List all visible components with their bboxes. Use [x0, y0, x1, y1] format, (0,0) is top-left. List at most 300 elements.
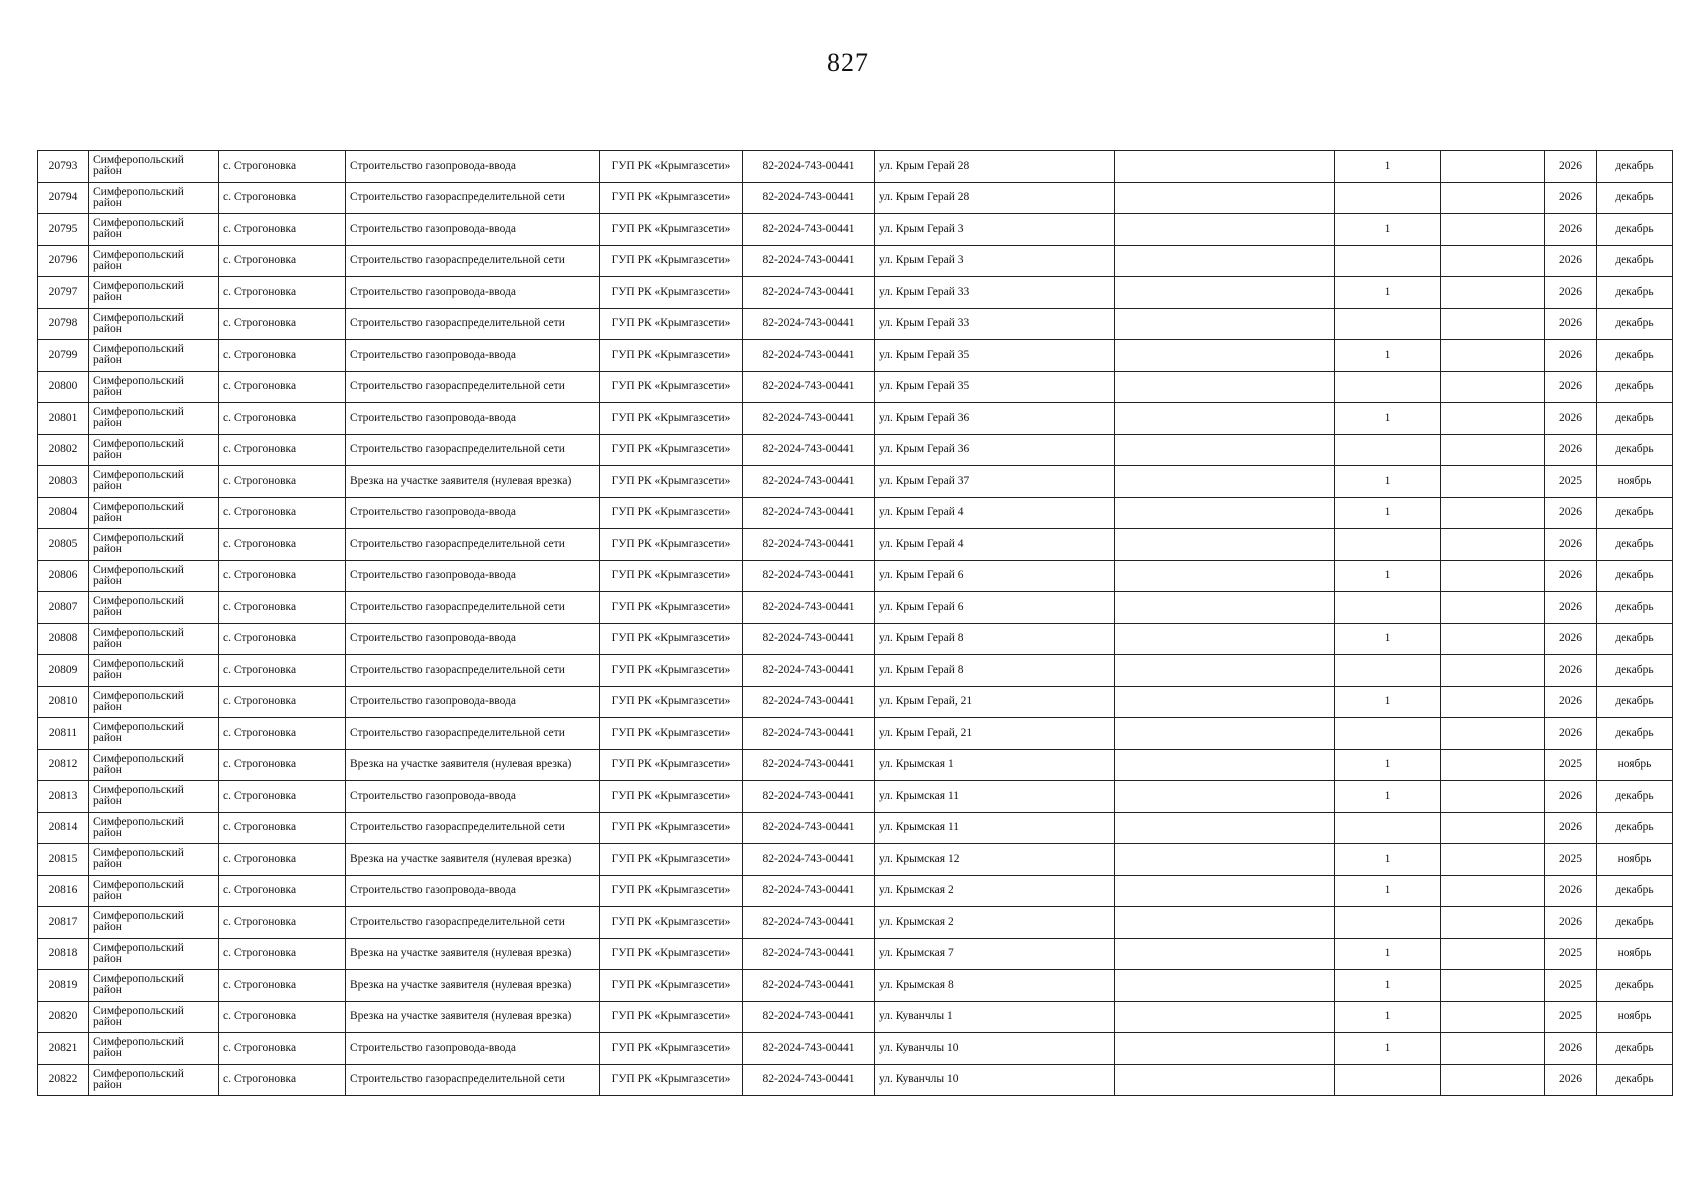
empty-cell	[1441, 1001, 1545, 1033]
empty-cell	[1115, 749, 1335, 781]
district-cell: Симферопольский район	[89, 466, 219, 498]
work-type-cell: Врезка на участке заявителя (нулевая врезка)	[346, 466, 600, 498]
row-number: 20809	[38, 655, 89, 687]
contract-number-cell: 82-2024-743-00441	[743, 151, 875, 183]
row-number: 20812	[38, 749, 89, 781]
month-cell: декабрь	[1597, 214, 1673, 246]
empty-cell	[1115, 1064, 1335, 1096]
contract-number-cell: 82-2024-743-00441	[743, 308, 875, 340]
district-cell: Симферопольский район	[89, 686, 219, 718]
work-type-cell: Врезка на участке заявителя (нулевая врезка)	[346, 1001, 600, 1033]
empty-cell	[1441, 1064, 1545, 1096]
address-cell: ул. Крымская 1	[875, 749, 1115, 781]
month-cell: декабрь	[1597, 434, 1673, 466]
address-cell: ул. Куванчлы 10	[875, 1064, 1115, 1096]
year-cell: 2026	[1545, 623, 1597, 655]
address-cell: ул. Крым Герай 4	[875, 497, 1115, 529]
empty-cell	[1441, 655, 1545, 687]
row-number: 20795	[38, 214, 89, 246]
year-cell: 2026	[1545, 277, 1597, 309]
district-cell: Симферопольский район	[89, 1033, 219, 1065]
year-cell: 2026	[1545, 214, 1597, 246]
row-number: 20803	[38, 466, 89, 498]
year-cell: 2026	[1545, 497, 1597, 529]
empty-cell	[1441, 434, 1545, 466]
row-number: 20819	[38, 970, 89, 1002]
quantity-cell	[1335, 434, 1441, 466]
locality-cell: с. Строгоновка	[219, 560, 346, 592]
address-cell: ул. Крымская 2	[875, 875, 1115, 907]
table-row	[38, 970, 1673, 1002]
address-cell: ул. Крым Герай, 21	[875, 686, 1115, 718]
table-row	[38, 182, 1673, 214]
empty-cell	[1115, 434, 1335, 466]
work-type-cell: Строительство газораспределительной сети	[346, 182, 600, 214]
row-number: 20814	[38, 812, 89, 844]
row-number: 20800	[38, 371, 89, 403]
district-cell: Симферопольский район	[89, 371, 219, 403]
work-type-cell: Строительство газораспределительной сети	[346, 812, 600, 844]
empty-cell	[1441, 749, 1545, 781]
empty-cell	[1441, 277, 1545, 309]
empty-cell	[1115, 655, 1335, 687]
month-cell: декабрь	[1597, 529, 1673, 561]
organization-cell: ГУП РК «Крымгазсети»	[600, 812, 743, 844]
contract-number-cell: 82-2024-743-00441	[743, 182, 875, 214]
quantity-cell	[1335, 182, 1441, 214]
work-type-cell: Строительство газораспределительной сети	[346, 529, 600, 561]
empty-cell	[1115, 245, 1335, 277]
month-cell: декабрь	[1597, 781, 1673, 813]
table-row	[38, 844, 1673, 876]
district-cell: Симферопольский район	[89, 592, 219, 624]
empty-cell	[1115, 182, 1335, 214]
table-row	[38, 151, 1673, 183]
quantity-cell	[1335, 907, 1441, 939]
empty-cell	[1441, 560, 1545, 592]
locality-cell: с. Строгоновка	[219, 592, 346, 624]
district-cell: Симферопольский район	[89, 245, 219, 277]
address-cell: ул. Крым Герай 28	[875, 182, 1115, 214]
month-cell: декабрь	[1597, 592, 1673, 624]
page-number: 827	[827, 48, 869, 77]
year-cell: 2026	[1545, 340, 1597, 372]
registry-table	[37, 150, 1673, 1096]
month-cell: декабрь	[1597, 151, 1673, 183]
month-cell: декабрь	[1597, 277, 1673, 309]
table-row	[38, 623, 1673, 655]
row-number: 20796	[38, 245, 89, 277]
year-cell: 2026	[1545, 907, 1597, 939]
work-type-cell: Строительство газопровода-ввода	[346, 1033, 600, 1065]
locality-cell: с. Строгоновка	[219, 466, 346, 498]
organization-cell: ГУП РК «Крымгазсети»	[600, 1033, 743, 1065]
address-cell: ул. Крым Герай 28	[875, 151, 1115, 183]
work-type-cell: Строительство газораспределительной сети	[346, 655, 600, 687]
empty-cell	[1441, 623, 1545, 655]
work-type-cell: Врезка на участке заявителя (нулевая врезка)	[346, 938, 600, 970]
address-cell: ул. Крым Герай 33	[875, 277, 1115, 309]
locality-cell: с. Строгоновка	[219, 1064, 346, 1096]
empty-cell	[1441, 970, 1545, 1002]
quantity-cell: 1	[1335, 749, 1441, 781]
quantity-cell	[1335, 529, 1441, 561]
locality-cell: с. Строгоновка	[219, 529, 346, 561]
year-cell: 2026	[1545, 1064, 1597, 1096]
organization-cell: ГУП РК «Крымгазсети»	[600, 277, 743, 309]
district-cell: Симферопольский район	[89, 151, 219, 183]
contract-number-cell: 82-2024-743-00441	[743, 371, 875, 403]
organization-cell: ГУП РК «Крымгазсети»	[600, 1001, 743, 1033]
organization-cell: ГУП РК «Крымгазсети»	[600, 245, 743, 277]
empty-cell	[1115, 875, 1335, 907]
organization-cell: ГУП РК «Крымгазсети»	[600, 529, 743, 561]
organization-cell: ГУП РК «Крымгазсети»	[600, 592, 743, 624]
empty-cell	[1115, 623, 1335, 655]
contract-number-cell: 82-2024-743-00441	[743, 686, 875, 718]
organization-cell: ГУП РК «Крымгазсети»	[600, 970, 743, 1002]
address-cell: ул. Крым Герай 3	[875, 245, 1115, 277]
quantity-cell	[1335, 1064, 1441, 1096]
quantity-cell: 1	[1335, 938, 1441, 970]
empty-cell	[1441, 812, 1545, 844]
empty-cell	[1115, 686, 1335, 718]
row-number: 20820	[38, 1001, 89, 1033]
quantity-cell: 1	[1335, 560, 1441, 592]
quantity-cell: 1	[1335, 1001, 1441, 1033]
organization-cell: ГУП РК «Крымгазсети»	[600, 308, 743, 340]
year-cell: 2025	[1545, 749, 1597, 781]
table-row	[38, 655, 1673, 687]
organization-cell: ГУП РК «Крымгазсети»	[600, 749, 743, 781]
district-cell: Симферопольский район	[89, 529, 219, 561]
table-row	[38, 403, 1673, 435]
row-number: 20821	[38, 1033, 89, 1065]
quantity-cell: 1	[1335, 214, 1441, 246]
organization-cell: ГУП РК «Крымгазсети»	[600, 623, 743, 655]
district-cell: Симферопольский район	[89, 718, 219, 750]
empty-cell	[1441, 497, 1545, 529]
address-cell: ул. Крымская 8	[875, 970, 1115, 1002]
district-cell: Симферопольский район	[89, 938, 219, 970]
empty-cell	[1441, 308, 1545, 340]
work-type-cell: Строительство газораспределительной сети	[346, 907, 600, 939]
district-cell: Симферопольский район	[89, 560, 219, 592]
table-row	[38, 686, 1673, 718]
month-cell: декабрь	[1597, 1064, 1673, 1096]
district-cell: Симферопольский район	[89, 812, 219, 844]
district-cell: Симферопольский район	[89, 1064, 219, 1096]
empty-cell	[1441, 214, 1545, 246]
district-cell: Симферопольский район	[89, 497, 219, 529]
month-cell: декабрь	[1597, 403, 1673, 435]
table-row	[38, 875, 1673, 907]
contract-number-cell: 82-2024-743-00441	[743, 1064, 875, 1096]
year-cell: 2026	[1545, 781, 1597, 813]
quantity-cell: 1	[1335, 844, 1441, 876]
organization-cell: ГУП РК «Крымгазсети»	[600, 340, 743, 372]
year-cell: 2026	[1545, 308, 1597, 340]
table-row	[38, 592, 1673, 624]
organization-cell: ГУП РК «Крымгазсети»	[600, 844, 743, 876]
empty-cell	[1441, 340, 1545, 372]
locality-cell: с. Строгоновка	[219, 340, 346, 372]
locality-cell: с. Строгоновка	[219, 497, 346, 529]
registry-rows	[38, 151, 1673, 1096]
contract-number-cell: 82-2024-743-00441	[743, 1001, 875, 1033]
organization-cell: ГУП РК «Крымгазсети»	[600, 560, 743, 592]
row-number: 20813	[38, 781, 89, 813]
empty-cell	[1115, 1033, 1335, 1065]
address-cell: ул. Крым Герай 3	[875, 214, 1115, 246]
table-row	[38, 718, 1673, 750]
quantity-cell: 1	[1335, 497, 1441, 529]
district-cell: Симферопольский район	[89, 340, 219, 372]
locality-cell: с. Строгоновка	[219, 938, 346, 970]
empty-cell	[1441, 151, 1545, 183]
work-type-cell: Строительство газораспределительной сети	[346, 245, 600, 277]
contract-number-cell: 82-2024-743-00441	[743, 214, 875, 246]
month-cell: декабрь	[1597, 560, 1673, 592]
table-row	[38, 1001, 1673, 1033]
quantity-cell: 1	[1335, 403, 1441, 435]
row-number: 20822	[38, 1064, 89, 1096]
month-cell: декабрь	[1597, 812, 1673, 844]
contract-number-cell: 82-2024-743-00441	[743, 718, 875, 750]
organization-cell: ГУП РК «Крымгазсети»	[600, 781, 743, 813]
organization-cell: ГУП РК «Крымгазсети»	[600, 497, 743, 529]
empty-cell	[1441, 245, 1545, 277]
work-type-cell: Врезка на участке заявителя (нулевая врезка)	[346, 970, 600, 1002]
contract-number-cell: 82-2024-743-00441	[743, 655, 875, 687]
district-cell: Симферопольский район	[89, 182, 219, 214]
address-cell: ул. Крым Герай 6	[875, 560, 1115, 592]
quantity-cell: 1	[1335, 623, 1441, 655]
table-row	[38, 781, 1673, 813]
quantity-cell	[1335, 812, 1441, 844]
locality-cell: с. Строгоновка	[219, 812, 346, 844]
locality-cell: с. Строгоновка	[219, 1033, 346, 1065]
empty-cell	[1115, 781, 1335, 813]
district-cell: Симферопольский район	[89, 434, 219, 466]
table-row	[38, 466, 1673, 498]
contract-number-cell: 82-2024-743-00441	[743, 1033, 875, 1065]
address-cell: ул. Крым Герай 37	[875, 466, 1115, 498]
address-cell: ул. Крым Герай 35	[875, 340, 1115, 372]
quantity-cell: 1	[1335, 970, 1441, 1002]
work-type-cell: Строительство газораспределительной сети	[346, 434, 600, 466]
table-row	[38, 938, 1673, 970]
table-row	[38, 529, 1673, 561]
address-cell: ул. Крым Герай 4	[875, 529, 1115, 561]
year-cell: 2026	[1545, 592, 1597, 624]
table-row	[38, 245, 1673, 277]
district-cell: Симферопольский район	[89, 749, 219, 781]
month-cell: декабрь	[1597, 1033, 1673, 1065]
locality-cell: с. Строгоновка	[219, 403, 346, 435]
contract-number-cell: 82-2024-743-00441	[743, 875, 875, 907]
quantity-cell: 1	[1335, 277, 1441, 309]
table-row	[38, 371, 1673, 403]
empty-cell	[1115, 844, 1335, 876]
empty-cell	[1115, 340, 1335, 372]
locality-cell: с. Строгоновка	[219, 844, 346, 876]
quantity-cell: 1	[1335, 875, 1441, 907]
work-type-cell: Строительство газопровода-ввода	[346, 497, 600, 529]
year-cell: 2026	[1545, 560, 1597, 592]
empty-cell	[1441, 938, 1545, 970]
quantity-cell: 1	[1335, 686, 1441, 718]
empty-cell	[1115, 812, 1335, 844]
row-number: 20797	[38, 277, 89, 309]
work-type-cell: Врезка на участке заявителя (нулевая врезка)	[346, 844, 600, 876]
organization-cell: ГУП РК «Крымгазсети»	[600, 686, 743, 718]
year-cell: 2025	[1545, 1001, 1597, 1033]
empty-cell	[1115, 1001, 1335, 1033]
empty-cell	[1115, 592, 1335, 624]
organization-cell: ГУП РК «Крымгазсети»	[600, 182, 743, 214]
quantity-cell	[1335, 245, 1441, 277]
work-type-cell: Строительство газопровода-ввода	[346, 623, 600, 655]
quantity-cell: 1	[1335, 1033, 1441, 1065]
district-cell: Симферопольский район	[89, 655, 219, 687]
table-row	[38, 907, 1673, 939]
district-cell: Симферопольский район	[89, 907, 219, 939]
organization-cell: ГУП РК «Крымгазсети»	[600, 214, 743, 246]
locality-cell: с. Строгоновка	[219, 875, 346, 907]
work-type-cell: Строительство газораспределительной сети	[346, 1064, 600, 1096]
locality-cell: с. Строгоновка	[219, 277, 346, 309]
table-row	[38, 1064, 1673, 1096]
row-number: 20817	[38, 907, 89, 939]
empty-cell	[1441, 718, 1545, 750]
organization-cell: ГУП РК «Крымгазсети»	[600, 371, 743, 403]
year-cell: 2026	[1545, 875, 1597, 907]
address-cell: ул. Крымская 11	[875, 812, 1115, 844]
row-number: 20808	[38, 623, 89, 655]
month-cell: декабрь	[1597, 245, 1673, 277]
empty-cell	[1441, 592, 1545, 624]
empty-cell	[1441, 907, 1545, 939]
work-type-cell: Строительство газопровода-ввода	[346, 277, 600, 309]
month-cell: декабрь	[1597, 623, 1673, 655]
contract-number-cell: 82-2024-743-00441	[743, 466, 875, 498]
row-number: 20802	[38, 434, 89, 466]
empty-cell	[1115, 214, 1335, 246]
empty-cell	[1115, 308, 1335, 340]
year-cell: 2026	[1545, 529, 1597, 561]
contract-number-cell: 82-2024-743-00441	[743, 245, 875, 277]
locality-cell: с. Строгоновка	[219, 1001, 346, 1033]
locality-cell: с. Строгоновка	[219, 434, 346, 466]
contract-number-cell: 82-2024-743-00441	[743, 970, 875, 1002]
row-number: 20818	[38, 938, 89, 970]
empty-cell	[1115, 403, 1335, 435]
address-cell: ул. Крым Герай 35	[875, 371, 1115, 403]
empty-cell	[1115, 371, 1335, 403]
locality-cell: с. Строгоновка	[219, 371, 346, 403]
table-row	[38, 434, 1673, 466]
month-cell: декабрь	[1597, 655, 1673, 687]
empty-cell	[1115, 151, 1335, 183]
locality-cell: с. Строгоновка	[219, 151, 346, 183]
contract-number-cell: 82-2024-743-00441	[743, 434, 875, 466]
row-number: 20815	[38, 844, 89, 876]
year-cell: 2026	[1545, 718, 1597, 750]
row-number: 20793	[38, 151, 89, 183]
contract-number-cell: 82-2024-743-00441	[743, 529, 875, 561]
organization-cell: ГУП РК «Крымгазсети»	[600, 434, 743, 466]
row-number: 20801	[38, 403, 89, 435]
empty-cell	[1115, 970, 1335, 1002]
year-cell: 2026	[1545, 151, 1597, 183]
district-cell: Симферопольский район	[89, 403, 219, 435]
row-number: 20811	[38, 718, 89, 750]
row-number: 20794	[38, 182, 89, 214]
contract-number-cell: 82-2024-743-00441	[743, 938, 875, 970]
month-cell: декабрь	[1597, 907, 1673, 939]
work-type-cell: Строительство газопровода-ввода	[346, 403, 600, 435]
locality-cell: с. Строгоновка	[219, 781, 346, 813]
contract-number-cell: 82-2024-743-00441	[743, 340, 875, 372]
empty-cell	[1441, 781, 1545, 813]
locality-cell: с. Строгоновка	[219, 214, 346, 246]
contract-number-cell: 82-2024-743-00441	[743, 277, 875, 309]
work-type-cell: Строительство газопровода-ввода	[346, 781, 600, 813]
year-cell: 2026	[1545, 371, 1597, 403]
address-cell: ул. Крым Герай 6	[875, 592, 1115, 624]
work-type-cell: Строительство газопровода-ввода	[346, 686, 600, 718]
work-type-cell: Строительство газопровода-ввода	[346, 875, 600, 907]
district-cell: Симферопольский район	[89, 277, 219, 309]
address-cell: ул. Крым Герай 8	[875, 655, 1115, 687]
empty-cell	[1115, 466, 1335, 498]
row-number: 20798	[38, 308, 89, 340]
address-cell: ул. Крымская 2	[875, 907, 1115, 939]
year-cell: 2025	[1545, 844, 1597, 876]
address-cell: ул. Крым Герай 36	[875, 403, 1115, 435]
locality-cell: с. Строгоновка	[219, 970, 346, 1002]
empty-cell	[1441, 686, 1545, 718]
month-cell: ноябрь	[1597, 466, 1673, 498]
year-cell: 2025	[1545, 466, 1597, 498]
month-cell: декабрь	[1597, 182, 1673, 214]
table-row	[38, 277, 1673, 309]
empty-cell	[1441, 371, 1545, 403]
row-number: 20804	[38, 497, 89, 529]
row-number: 20810	[38, 686, 89, 718]
organization-cell: ГУП РК «Крымгазсети»	[600, 907, 743, 939]
year-cell: 2026	[1545, 1033, 1597, 1065]
month-cell: декабрь	[1597, 497, 1673, 529]
work-type-cell: Строительство газораспределительной сети	[346, 718, 600, 750]
empty-cell	[1115, 718, 1335, 750]
contract-number-cell: 82-2024-743-00441	[743, 623, 875, 655]
contract-number-cell: 82-2024-743-00441	[743, 812, 875, 844]
year-cell: 2026	[1545, 812, 1597, 844]
locality-cell: с. Строгоновка	[219, 308, 346, 340]
work-type-cell: Строительство газораспределительной сети	[346, 371, 600, 403]
district-cell: Симферопольский район	[89, 214, 219, 246]
empty-cell	[1441, 403, 1545, 435]
quantity-cell: 1	[1335, 466, 1441, 498]
contract-number-cell: 82-2024-743-00441	[743, 781, 875, 813]
locality-cell: с. Строгоновка	[219, 245, 346, 277]
locality-cell: с. Строгоновка	[219, 655, 346, 687]
contract-number-cell: 82-2024-743-00441	[743, 907, 875, 939]
locality-cell: с. Строгоновка	[219, 623, 346, 655]
table-row	[38, 214, 1673, 246]
